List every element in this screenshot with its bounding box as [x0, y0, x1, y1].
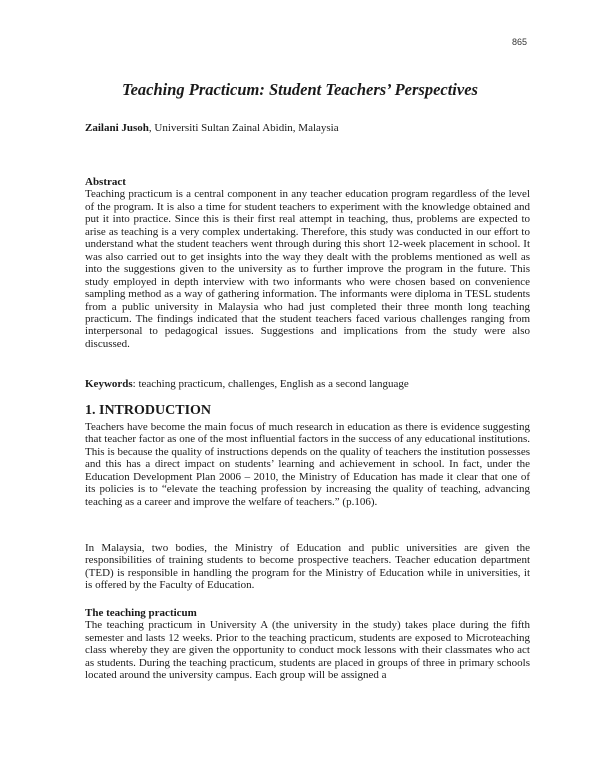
practicum-heading: The teaching practicum: [85, 607, 197, 619]
abstract-text: Teaching practicum is a central component in any teacher education program regardless of the level of the program. It is also a time for student teachers to experiment with the knowledge obtained and put it into practice. Since this is their first real attempt in teaching, thus, problems are expected to arise as teaching is a very complex undertaking. Therefore, this study was conducted in our effort to understand what the student teachers went through during this short 12-week placement in school. It was also carried out to get insights into the way they dealt with the problems mentioned as well as into the suggestions given to the university as to further improve the program in the future. This study employed in depth interview with two informants who were chosen based on convenience sampling method as a way of gathering information. The informants were diploma in TESL students from a public university in Malaysia who had just completed their three month long teaching practicum. The findings indicated that the student teachers faced various challenges ranging from interpersonal to pedagogical issues. Suggestions and implications from the study were also discussed.: [85, 188, 530, 350]
author-name: Zailani Jusoh: [85, 122, 149, 134]
introduction-paragraph-1: Teachers have become the main focus of much research in education as there is evidence suggesting that teacher factor as one of the most influential factors in the success of any educational institutions. This is because the quality of instructions depends on the quality of teachers the institution possesses and this has a direct impact on students’ learning and achievement in school. In fact, under the Education Development Plan 2006 – 2010, the Ministry of Education has made it clear that one of its policies is to “elevate the teaching profession by increasing the quality of teaching, advancing teaching as a career and improve the welfare of teachers.” (p.106).: [85, 421, 530, 508]
keywords-label: Keywords: [85, 378, 133, 390]
abstract-heading: Abstract: [85, 176, 126, 188]
keywords-text: : teaching practicum, challenges, English as a second language: [132, 378, 409, 390]
abstract-section: [85, 176, 530, 350]
author-affiliation: , Universiti Sultan Zainal Abidin, Malaysia: [148, 122, 339, 134]
introduction-paragraph-2: In Malaysia, two bodies, the Ministry of Education and public universities are given the responsibilities of training students to become prospective teachers. Teacher education department (TED) is responsible in handling the program for the Ministry of Education while in universities, it is offered by the Faculty of Education.: [85, 542, 530, 592]
author-line: [85, 122, 535, 134]
practicum-section: [85, 607, 530, 682]
page-number: 865: [511, 37, 527, 47]
practicum-text: The teaching practicum in University A (the university in the study) takes place during the fifth semester and lasts 12 weeks. Prior to the teaching practicum, students are exposed to Microteaching class whereby they are given the opportunity to conduct mock lessons with their classmates who act as students. During the teaching practicum, students are placed in groups of three in primary schools located around the university campus. Each group will be assigned a: [85, 619, 530, 682]
introduction-heading: 1. INTRODUCTION: [85, 403, 212, 418]
keywords-line: [85, 378, 530, 390]
paper-title: Teaching Practicum: Student Teachers’ Perspectives: [122, 80, 478, 99]
